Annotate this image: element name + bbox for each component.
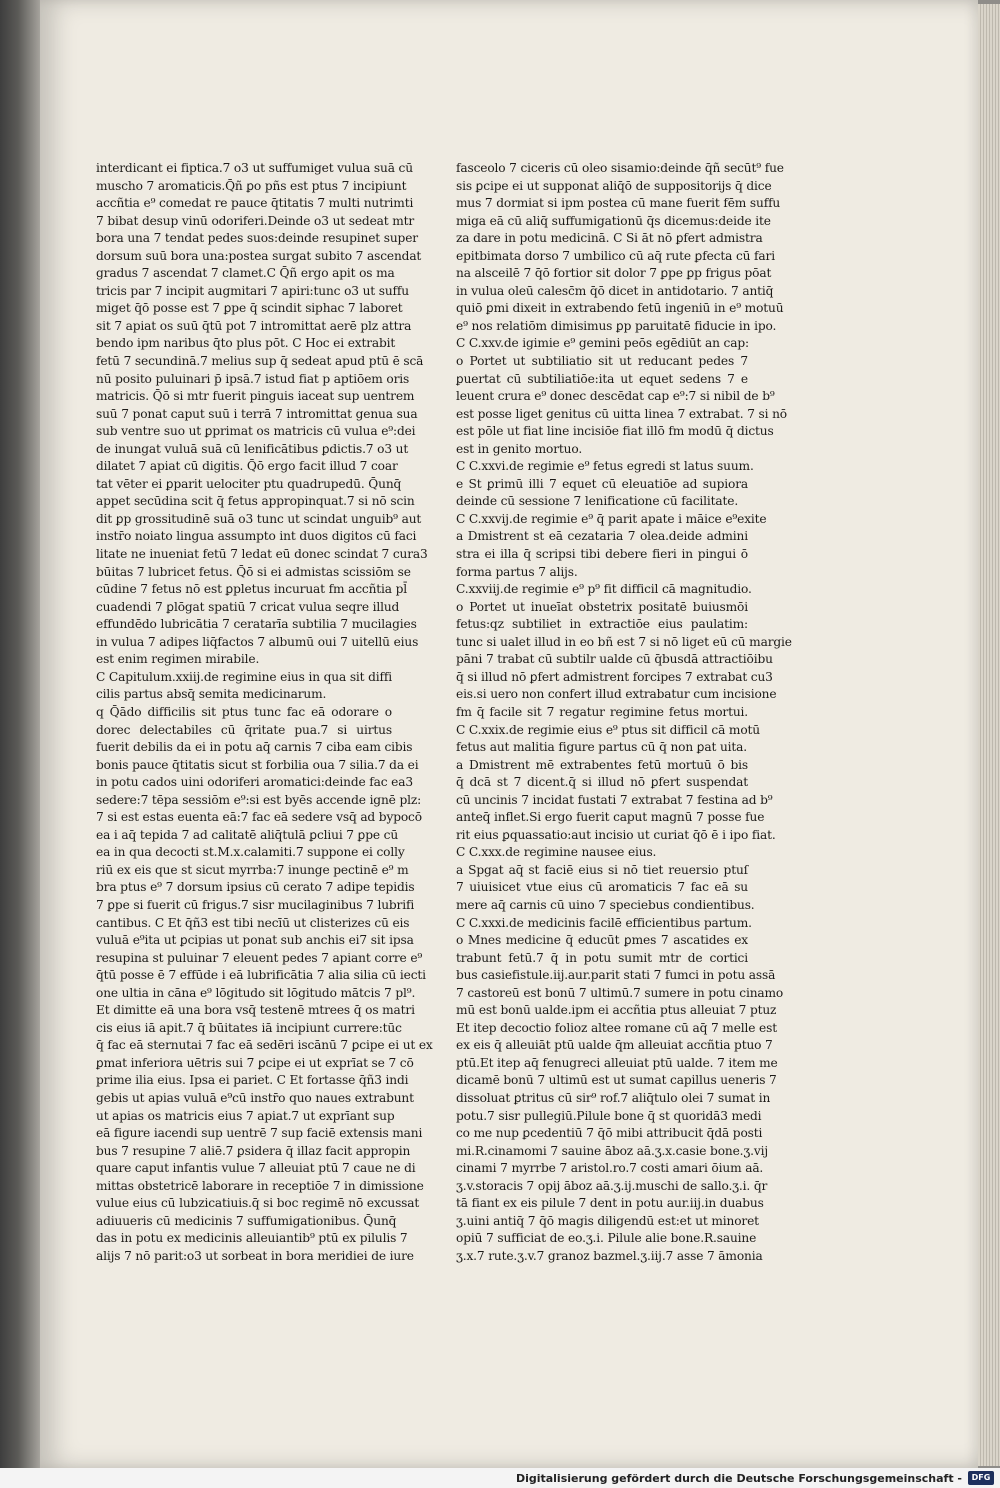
text-line: fasceolo 7 ciceris cū oleo sisamio:deinde q̄ñ secūt⁹ fue — [456, 161, 784, 175]
text-line: fm q̄ facile sit 7 regatur regimine fetus mortui. — [456, 704, 748, 719]
text-line: dorsum suū bora una:postea surgat subito 7 ascendat — [96, 248, 422, 263]
text-line: deinde cū sessione 7 lenificatione cū facilitate. — [456, 494, 739, 509]
text-line: bus casiefistule.iij.aur.parit stati 7 fumci in potu assā — [456, 968, 776, 983]
text-line: a Spgat aq̄ st faciē eius si nō tiet reuersio ptuſ — [456, 862, 748, 877]
text-line: C C.xxx.de regimine nausee eius. — [456, 845, 657, 860]
text-line: rit eius ꝑquassatio:aut incisio ut curiat q̄ō ē i ipo fiat. — [456, 827, 776, 842]
text-line: fetus:qz subtiliet in extractiōe eius paulatim: — [456, 617, 748, 632]
text-line: cilis partus absq̄ semita medicinarum. — [96, 687, 327, 702]
text-line: mus 7 dormiat si ipm postea cū mane fuerit fēm suffu — [456, 196, 781, 211]
text-line: quare caput infantis vulue 7 alleuiat ptū 7 caue ne di — [96, 1161, 416, 1176]
text-line: epitbimata dorso 7 umbilico cū aq̄ rute ꝑfecta cū fari — [456, 248, 775, 263]
text-line: 7 ꝑpe si fuerit cū frigus.7 sisr mucilaginibus 7 lubrifi — [96, 897, 415, 912]
text-line: sub ventre suo ut ꝑprimat os matricis cū vulua e⁹:dei — [96, 424, 416, 439]
text-line: mi.R.cinamomi 7 sauine āboz aā.ʒ.x.casie bone.ʒ.vij — [456, 1143, 768, 1158]
text-line: de inungat vuluā suā cū lenificātibus ꝑdictis.7 o3 ut — [96, 441, 409, 456]
text-line: resupina st puluinar 7 eleuent pedes 7 apiant corre e⁹ — [96, 950, 423, 965]
text-line: C C.xxv.de igimie e⁹ gemini peōs egēdiūt an cap: — [456, 336, 749, 351]
text-line: tunc si ualet illud in eo bñ est 7 si nō liget eū cū margie — [456, 634, 792, 649]
text-line: suū 7 ponat caput suū i terrā 7 intromittat genua sua — [96, 406, 418, 421]
text-line: ex eis q̄ alleuiāt ptū ualde q̄m alleuiat accñtia ptuo 7 — [456, 1038, 773, 1053]
text-line: C C.xxvi.de regimie e⁹ fetus egredi st latus suum. — [456, 459, 754, 474]
text-line: na alsceilē 7 q̄ō fortior sit dolor 7 ꝑpe ꝑp frigus pōat — [456, 266, 772, 281]
text-line: a Dmistrent mē extrabentes fetū mortuū ō bis — [456, 757, 748, 772]
text-line: adiuueris cū medicinis 7 suffumigationibus. Q̄unq̄ — [96, 1213, 397, 1228]
text-line: cū uncinis 7 incidat fustati 7 extrabat 7 festina ad b⁹ — [456, 792, 773, 807]
text-line: gradus 7 ascendat 7 clamet.C Q̄ñ ergo apit os ma — [96, 266, 395, 281]
text-line: mittas obstetricē laborare in receptiōe 7 in dimissione — [96, 1178, 424, 1193]
text-line: bus 7 resupine 7 aliē.7 ꝑsidera q̄ illaz facit appropin — [96, 1143, 411, 1158]
text-line: stra ei illa q̄ scripsi tibi debere fieri in pingui ō — [456, 547, 748, 562]
text-line: accñtia e⁹ comedat re pauce q̄titatis 7 multi nutrimti — [96, 196, 414, 211]
footer-bar — [0, 1468, 1000, 1488]
text-line: ʒ.uini antiq̄ 7 q̄ō magis diligendū est:et ut minoret — [456, 1213, 759, 1228]
text-line: q̄ fac eā sternutai 7 fac eā sedēri iscānū 7 ꝑcipe ei ut ex — [96, 1038, 433, 1053]
text-line: dilatet 7 apiat cū digitis. Q̄ō ergo facit illud 7 coar — [96, 459, 398, 474]
text-line: bora una 7 tendat pedes suos:deinde resupinet super — [96, 231, 418, 246]
text-line: forma partus 7 alijs. — [456, 564, 578, 579]
text-column-left — [96, 160, 433, 1265]
text-line: est pōle ut fiat line incisiōe fiat illō fm modū q̄ dictus — [456, 424, 774, 439]
text-line: q̄ dcā st 7 dicent.q̄ si illud nō ꝑfert suspendat — [456, 775, 748, 790]
text-line: eā figure iacendi sup uentrē 7 sup faciē extensis mani — [96, 1126, 423, 1141]
text-line: C.xxviij.de regimie e⁹ p⁹ fit difficil cā magnitudio. — [456, 582, 752, 597]
text-line: in vulua oleū calesc̄m q̄ō dicet in antidotario. 7 antiq̄ — [456, 283, 774, 298]
text-line: dicamē bonū 7 ultimū est ut sumat capillus ueneris 7 — [456, 1073, 777, 1088]
text-line: interdicant ei fiptica.7 o3 ut suffumiget vulua suā cū — [96, 161, 413, 175]
text-line: o Portet ut subtiliatio sit ut reducant pedes 7 — [456, 354, 748, 369]
text-line: dit ꝑp grossitudinē suā o3 tunc ut scindat unguib⁹ aut — [96, 511, 422, 526]
text-line: das in potu ex medicinis alleuiantib⁹ ptū ex pilulis 7 — [96, 1231, 408, 1246]
text-line: bra ptus e⁹ 7 dorsum ipsius cū cerato 7 adipe tepidis — [96, 880, 415, 895]
text-line: appet secūdina scit q̄ fetus appropinquat.7 si nō scin — [96, 494, 415, 509]
text-line: C C.xxvij.de regimie e⁹ q̄ parit apate i māice e⁹exite — [456, 511, 767, 526]
text-line: a Dmistrent st eā cezataria 7 olea.deide admini — [456, 529, 748, 544]
book-spine-edge — [0, 0, 40, 1468]
text-line: 7 bibat desup vinū odoriferi.Deinde o3 ut sedeat mtr — [96, 213, 415, 228]
text-line: pāni 7 trabat cū subtilr ualde cū q̄busdā attractiōibu — [456, 652, 773, 667]
text-line: fetū 7 secundinā.7 melius sup q̄ sedeat apud ptū ē scā — [96, 354, 424, 369]
text-line: miget q̄ō posse est 7 ꝑpe q̄ scindit siphac 7 laboret — [96, 301, 403, 316]
funding-notice: Digitalisierung gefördert durch die Deutsche Forschungsgemeinschaft - — [515, 1472, 962, 1485]
text-line: one ultia in cāna e⁹ lōgitudo sit lōgitudo mātcis 7 pl⁹. — [96, 985, 416, 1000]
text-line: quiō ꝑmi dixeit in extrabendo fetū ingeniū in e⁹ motuū — [456, 301, 784, 316]
text-line: sedere:7 tēpa sessiōm e⁹:si est byēs accende ignē plz: — [96, 792, 422, 807]
text-line: ꝑmat inferiora uētris sui 7 ꝑcipe ei ut exprīat se 7 cō — [96, 1055, 414, 1070]
text-line: in potu cados uini odoriferi aromatici:deinde fac ea3 — [96, 775, 413, 790]
text-line: alijs 7 nō parit:o3 ut sorbeat in bora meridiei de iure — [96, 1248, 414, 1263]
text-line: riū ex eis que st sicut myrrba:7 inunge pectinē e⁹ m — [96, 862, 409, 877]
text-line: za dare in potu medicinā. C Si āt nō ꝑfert admistra — [456, 231, 763, 246]
text-line: cantibus. C Et q̄ñ3 est tibi necīū ut clisterizes cū eis — [96, 915, 410, 930]
text-line: cinami 7 myrrbe 7 aristol.ro.7 costi amari ōium aā. — [456, 1161, 764, 1176]
text-line: vuluā e⁹ita ut ꝑcipias ut ponat sub anchis ei7 sit ipsa — [96, 933, 414, 948]
text-line: vulue eius cū lubzicatiuis.q̄ si boc regimē nō excussat — [96, 1196, 420, 1211]
text-line: est enim regimen mirabile. — [96, 652, 260, 667]
text-line: litate ne inueniat fetū 7 ledat eū donec scindat 7 cura3 — [96, 547, 428, 562]
text-line: matricis. Q̄ō si mtr fuerit pinguis iaceat sup uentrem — [96, 389, 415, 404]
text-line: ꝑuertat cū subtiliatiōe:ita ut equet sedens 7 e — [456, 371, 748, 386]
text-line: e⁹ nos relatiōm dimisimus ꝑp paruitatē fiducie in ipo. — [456, 318, 777, 333]
text-line: miga eā cū aliq̄ suffumigationū q̄s dicemus:deide ite — [456, 213, 771, 228]
text-line: e St ꝑrimū illi 7 equet cū eleuatiōe ad supiora — [456, 476, 748, 491]
text-line: ea in qua decocti st.M.x.calamiti.7 suppone ei colly — [96, 845, 405, 860]
text-line: dorec delectabiles cū q̄ritate pua.7 si uirtus — [96, 722, 392, 737]
text-line: tā fiant ex eis pilule 7 dent in potu aur.iij.in duabus — [456, 1196, 764, 1211]
text-line: cūdine 7 fetus nō est ꝑpletus incuruat fm accñtia pl̄ — [96, 582, 408, 597]
text-line: muscho 7 aromaticis.Q̄ñ ꝑo pñs est ptus 7 incipiunt — [96, 178, 407, 193]
text-line: ptū.Et itep aq̄ fenugreci alleuiat ptū ualde. 7 item me — [456, 1055, 778, 1070]
text-line: co me nup ꝑcedentiū 7 q̄ō mibi attribucit q̄dā posti — [456, 1126, 763, 1141]
text-line: mere aq̄ carnis cū uino 7 speciebus condientibus. — [456, 897, 755, 912]
text-line: Et dimitte eā una bora vsq̄ testenē mtrees q̄ os matri — [96, 1003, 415, 1018]
text-line: eis.si uero non confert illud extrabatur cum incisione — [456, 687, 777, 702]
text-line: trabunt fetū.7 q̄ in potu sumit mtr de cortici — [456, 950, 748, 965]
text-line: q̄tū posse ē 7 effūde i eā lubrificātia 7 alia silia cū iecti — [96, 968, 426, 983]
text-line: prime ilia eius. Ipsa ei pariet. C Et fortasse q̄ñ3 indi — [96, 1073, 409, 1088]
text-line: nū posito puluinari p̄ ipsā.7 istud fiat p aptiōem oris — [96, 371, 410, 386]
page-stack-edge — [978, 4, 1000, 1466]
text-line: dissoluat ꝑtritus cū sir⁹ rof.7 aliq̄tulo olei 7 sumat in — [456, 1090, 771, 1105]
text-line: q Q̄ādo difficilis sit ptus tunc fac eā odorare o — [96, 704, 392, 719]
text-line: cis eius iā apit.7 q̄ būitates iā incipiunt currere:tūc — [96, 1020, 402, 1035]
text-line: ut apias os matricis eius 7 apiat.7 ut exprīant sup — [96, 1108, 395, 1123]
text-line: o Portet ut inueīat obstetrix positatē buiusmōi — [456, 599, 748, 614]
text-line: bonis pauce q̄titatis sicut st forbilia oua 7 silia.7 da ei — [96, 757, 419, 772]
text-line: 7 uiuisicet vtue eius cū aromaticis 7 fac eā su — [456, 880, 748, 895]
text-line: opiū 7 sufficiat de eo.ʒ.i. Pilule alie bone.R.sauine — [456, 1231, 757, 1246]
text-line: est in genito mortuo. — [456, 441, 583, 456]
text-line: in vulua 7 adipes liq̄factos 7 albumū oui 7 uitellū eius — [96, 634, 419, 649]
text-line: C Capitulum.xxiij.de regimine eius in qua sit diffi — [96, 669, 393, 684]
text-line: būitas 7 lubricet fetus. Q̄ō si ei admistas scissiōm se — [96, 564, 411, 579]
text-line: tricis par 7 incipit augmitari 7 apiri:tunc o3 ut suffu — [96, 283, 409, 298]
text-line: effundēdo lubricātia 7 ceratarīa subtilia 7 mucilagies — [96, 617, 417, 632]
text-line: anteq̄ inflet.Si ergo fuerit caput magnū 7 posse fue — [456, 810, 765, 825]
text-line: potu.7 sisr pullegiū.Pilule bone q̄ st quoridā3 medi — [456, 1108, 762, 1123]
text-line: o Mnes medicine q̄ educūt ꝑmes 7 ascatides ex — [456, 933, 748, 948]
text-line: instr̄o noiato lingua assumpto int duos digitos cū faci — [96, 529, 417, 544]
text-line: fetus aut malitia figure partus cū q̄ non ꝑat uita. — [456, 740, 747, 755]
text-line: ʒ.x.7 rute.ʒ.v.7 granoz bazmel.ʒ.iij.7 asse 7 āmonia — [456, 1248, 763, 1263]
text-line: est posse liget genitus cū uitta linea 7 extrabat. 7 si nō — [456, 406, 787, 421]
text-line: Et itep decoctio folioz altee romane cū aq̄ 7 melle est — [456, 1020, 777, 1035]
text-line: q̄ si illud nō ꝑfert admistrent forcipes 7 extrabat cu3 — [456, 669, 773, 684]
text-line: cuadendi 7 ꝑlōgat spatiū 7 cricat vulua seqre illud — [96, 599, 400, 614]
text-line: tat vēter ei ꝑparit uelociter ptu quadrupedū. Q̄unq̄ — [96, 476, 402, 491]
text-line: 7 castoreū est bonū 7 ultimū.7 sumere in potu cinamo — [456, 985, 784, 1000]
text-line: sis ꝑcipe ei ut supponat aliq̄ō de suppositorijs q̄ dice — [456, 178, 772, 193]
text-line: fuerit debilis da ei in potu aq̄ carnis 7 ciba eam cibis — [96, 740, 413, 755]
text-line: leuent crura e⁹ donec descēdat cap e⁹:7 si nibil de b⁹ — [456, 389, 775, 404]
dfg-logo: DFG — [968, 1471, 994, 1485]
text-line: ʒ.v.storacis 7 opij āboz aā.ʒ.ij.muschi de sallo.ʒ.i. q̄r — [456, 1178, 768, 1193]
text-line: ea i aq̄ tepida 7 ad calitatē aliq̄tulā ꝑcliui 7 ꝑpe cū — [96, 827, 399, 842]
text-line: gebis ut apias vuluā e⁹cū instr̄o quo naues extrabunt — [96, 1090, 414, 1105]
text-line: 7 si est estas euenta eā:7 fac eā sedere vsq̄ ad bypocō — [96, 810, 422, 825]
text-line: bendo ipm naribus q̄to plus pōt. C Hoc ei extrabit — [96, 336, 396, 351]
text-line: mū est bonū ualde.ipm ei accñtia ptus alleuiat 7 ptuz — [456, 1003, 777, 1018]
text-column-right — [456, 160, 792, 1265]
text-line: C C.xxix.de regimie eius e⁹ ptus sit difficil cā motū — [456, 722, 760, 737]
text-line: C C.xxxi.de medicinis facilē efficientibus partum. — [456, 915, 752, 930]
text-line: sit 7 apiat os suū q̄tū pot 7 intromittat aerē plz attra — [96, 318, 412, 333]
